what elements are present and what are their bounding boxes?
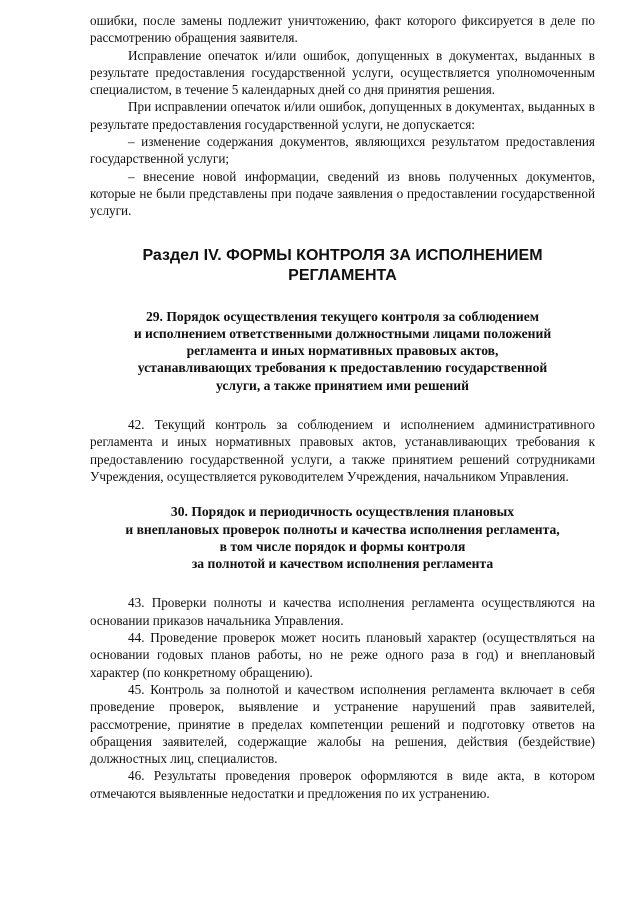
section-title-line-2: РЕГЛАМЕНТА	[288, 266, 397, 284]
section-title-line-1: Раздел IV. ФОРМЫ КОНТРОЛЯ ЗА ИСПОЛНЕНИЕМ	[142, 246, 543, 264]
section-title	[90, 246, 595, 286]
paragraph-continuation: ошибки, после замены подлежит уничтожению, факт которого фиксируется в деле по рассмотрению обращения заявителя.	[90, 13, 595, 46]
list-item-content-change: – изменение содержания документов, являющихся результатом предоставления государственной услуги;	[90, 134, 595, 167]
heading-line: 30. Порядок и периодичность осуществления плановых	[170, 504, 515, 520]
paragraph-45: 45. Контроль за полнотой и качеством исполнения регламента включает в себя проведение проверок, выявление и устранение нарушений прав заявителей, рассмотрение, принятие в пределах компетенции решений и подготовку ответов на обращения заявителей, содержащие жалобы на решения, действия (бездействие) должностных лиц, специалистов.	[90, 681, 595, 767]
paragraph-correction-specialist: Исправление опечаток и/или ошибок, допущенных в документах, выданных в результате предоставления государственной услуги, осуществляется уполномоченным специалистом, в течение 5 календарных дней со дня принятия решения.	[90, 47, 595, 98]
heading-line: устанавливающих требования к предоставлению государственной	[137, 360, 548, 376]
heading-line: услуги, а также принятием ими решений	[216, 377, 469, 393]
heading-line: в том числе порядок и формы контроля	[219, 538, 466, 554]
paragraph-44: 44. Проведение проверок может носить плановый характер (осуществляться на основании годовых планов работы, но не реже одного раза в год) и внеплановый характер (по конкретному обращению).	[90, 630, 595, 680]
document-page	[90, 12, 595, 802]
paragraph-not-allowed: При исправлении опечаток и/или ошибок, допущенных в документах, выданных в результате предоставления государственной услуги, не допускается:	[90, 99, 595, 132]
heading-line: регламента и иных нормативных правовых актов,	[186, 343, 499, 359]
paragraph-46: 46. Результаты проведения проверок оформляются в виде акта, в котором отмечаются выявленные недостатки и предложения по их устранению.	[90, 768, 595, 801]
heading-line: и внеплановых проверок полноты и качества исполнения регламента,	[125, 521, 560, 537]
subsection-29-heading	[90, 308, 595, 394]
heading-line: и исполнением ответственными должностными лицами положений	[133, 325, 552, 341]
list-item-new-info: – внесение новой информации, сведений из вновь полученных документов, которые не были представлены при подаче заявления о предоставлении государственной услуги.	[90, 168, 595, 219]
paragraph-43: 43. Проверки полноты и качества исполнения регламента осуществляются на основании приказов начальника Управления.	[90, 595, 595, 628]
heading-line: за полнотой и качеством исполнения регламента	[191, 556, 494, 572]
heading-line: 29. Порядок осуществления текущего контроля за соблюдением	[145, 308, 540, 324]
subsection-30-heading	[90, 503, 595, 572]
paragraph-42: 42. Текущий контроль за соблюдением и исполнением административного регламента и иных нормативных правовых актов, устанавливающих требования к предоставлению государственной услуги, а также принятием решений сотрудниками Учреждения, осуществляется руководителем Учреждения, начальником Управления.	[90, 417, 595, 484]
